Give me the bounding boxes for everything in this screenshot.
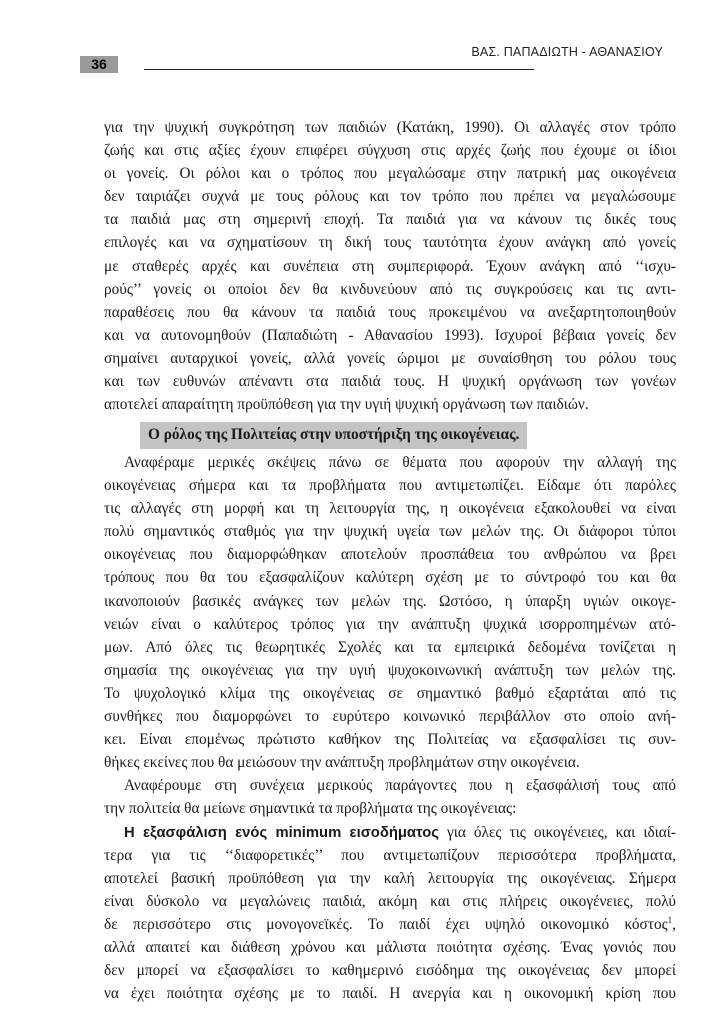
paragraph-2 [104,451,676,774]
text-line: τα παιδιά μας στη σημερινή εποχή. Τα παιδιά για να κάνουν τις δικές τους [104,211,676,229]
paragraph-4 [104,821,676,1006]
line-rest: για όλες τις οικογένειες, και ιδιαί- [438,823,676,841]
text-line: δεν μπορεί να εξασφαλίσει το καθημερινό εισόδημα της οικογένειας δεν μπορεί [104,962,676,980]
text-line: την πολιτεία θα μείωνε σημαντικά τα προβλήματα της οικογένειας: [104,800,517,818]
text-line: κει. Είναι επομένως πρώτιστο καθήκον της Πολιτείας να εξασφαλίσει τις συν- [104,731,676,749]
text-line: και των ευθυνών απέναντι στα παιδιά τους. Η ψυχική οργάνωση των γονέων [104,373,676,391]
text-line: ρούς’’ γονείς οι οποίοι δεν θα κινδυνεύουν από τις συγκρούσεις και τις αντι- [104,280,676,298]
text-line: επιλογές και να σχηματίσουν τη δική τους ταυτότητα έχουν ανάγκη από γονείς [104,234,676,252]
text-line: Αναφέραμε μερικές σκέψεις πάνω σε θέματα που αφορούν την αλλαγή της [124,454,676,471]
text-line: τις αλλαγές στη μορφή και τη λειτουργία της, η οικογένεια εξακολουθεί να είναι [104,500,676,518]
text-line: θήκες εκείνες που θα μειώσουν την ανάπτυξη προβλημάτων στην οικογένεια. [104,754,580,772]
page-header [72,38,667,78]
text-line: για την ψυχική συγκρότηση των παιδιών (Κατάκη, 1990). Οι αλλαγές στον τρόπο [104,119,676,136]
paragraph-1 [104,116,676,416]
text-line: με σταθερές αρχές και συνέπεια στη συμπεριφορά. Έχουν ανάγκη από ‘‘ισχυ- [104,257,676,275]
text-line: πολύ σημαντικός σταθμός για την ψυχική υγεία των μελών της. Οι διάφοροι τύποι [104,523,676,541]
header-rule [144,69,534,70]
text-line: τερα για τις ‘‘διαφορετικές’’ που αντιμετωπίζουν περισσότερα προβλήματα, [104,846,676,864]
text-line: αποτελεί βασική προϋπόθεση για την καλή λειτουργία της οικογένειας. Σήμερα [104,869,676,887]
text-line: αλλά απαιτεί και διάθεση χρόνου και μάλιστα ποιότητα σχέσης. Ένας γονιός που [104,938,676,956]
text-line: τρόπους που θα του εξασφαλίζουν καλύτερη σχέση με το σύντροφό του και θα [104,569,676,587]
text-line: σημασία της οικογένειας για την υγιή ψυχοκοινωνική ανάπτυξη των μελών της. [104,661,676,679]
text-line: παραθέσεις που θα κάνουν τα παιδιά τους προκειμένου να ανεξαρτητοποιηθούν [104,303,676,321]
body-continued [104,451,676,1005]
running-head: ΒΑΣ. ΠΑΠΑΔΙΩΤΗ - ΑΘΑΝΑΣΙΟΥ [471,45,663,59]
text-line: οικογένειας που διαμορφώθηκαν αποτελούν προσπάθεια του ανθρώπου να βρει [104,546,676,564]
bold-lead-phrase: Η εξασφάλιση ενός minimum εισοδήματος [124,824,439,841]
text-line: ζωής και στις αξίες έχουν επιφέρει σύγχυση στις αρχές ζωής που έχουμε οι ίδιοι [104,142,676,160]
section-heading: Ο ρόλος της Πολιτείας στην υποστήριξη της οικογένειας. [140,422,527,449]
text-line: συνθήκες που διαμορφώνει το ευρύτερο κοινωνικό περιβάλλον στο οποίο ανή- [104,708,676,726]
text-line: αποτελεί απαραίτητη προϋπόθεση για την υγιή ψυχική οργάνωση των παιδιών. [104,396,589,414]
text-line: και να αυτονομηθούν (Παπαδιώτη - Αθανασίου 1993). Ισχυροί βέβαια γονείς δεν [104,326,676,344]
text-line: οικογένειας σήμερα και τα προβλήματα που αντιμετωπίζει. Είδαμε ότι παρόλες [104,477,676,495]
paragraph-3 [104,774,676,820]
text-line [104,821,676,844]
text-line: Το ψυχολογικό κλίμα της οικογένειας σε σημαντικό βαθμό εξαρτάται από τις [104,684,676,702]
line-text: δε περισσότερο στις μονογονεϊκές. Το παιδί έχει υψηλό οικονομικό κόστος [104,915,668,933]
text-line: να έχει ποιότητα σχέσης με το παιδί. Η ανεργία και η οικονομική κρίση που [104,985,676,1003]
text-line [104,913,676,936]
footnote-mark: 1 [667,914,673,925]
text-line: ικανοποιούν βασικές ανάγκες των μελών της. Ωστόσο, η ύπαρξη υγιών οικογε- [104,592,676,610]
text-line: μων. Από όλες τις θεωρητικές Σχολές και τα εμπειρικά δεδομένα τονίζεται η [104,638,676,656]
text-line: είναι δύσκολο να μεγαλώνεις παιδιά, ακόμη και στις πλήρεις οικογένειες, πολύ [104,892,676,910]
text-line: σημαίνει αυταρχικοί γονείς, αλλά γονείς ώριμοι με συναίσθηση του ρόλου τους [104,349,676,367]
text-line: οι γονείς. Οι ρόλοι και ο τρόπος που μεγαλώσαμε στην πατρική μας οικογένεια [104,165,676,183]
text-line: δεν ταιριάζει συχνά με τους ρόλους και τον τρόπο που πρέπει να μεγαλώσουμε [104,188,676,206]
text-line: νειών είναι ο καλύτερος τρόπος για την ανάπτυξη ψυχικά ισορροπημένων ατό- [104,615,676,633]
line-punctuation: , [672,915,676,933]
page-number: 36 [80,56,118,73]
text-line: Αναφέρουμε στη συνέχεια μερικούς παράγοντες που η εξασφάλισή τους από [124,777,676,795]
